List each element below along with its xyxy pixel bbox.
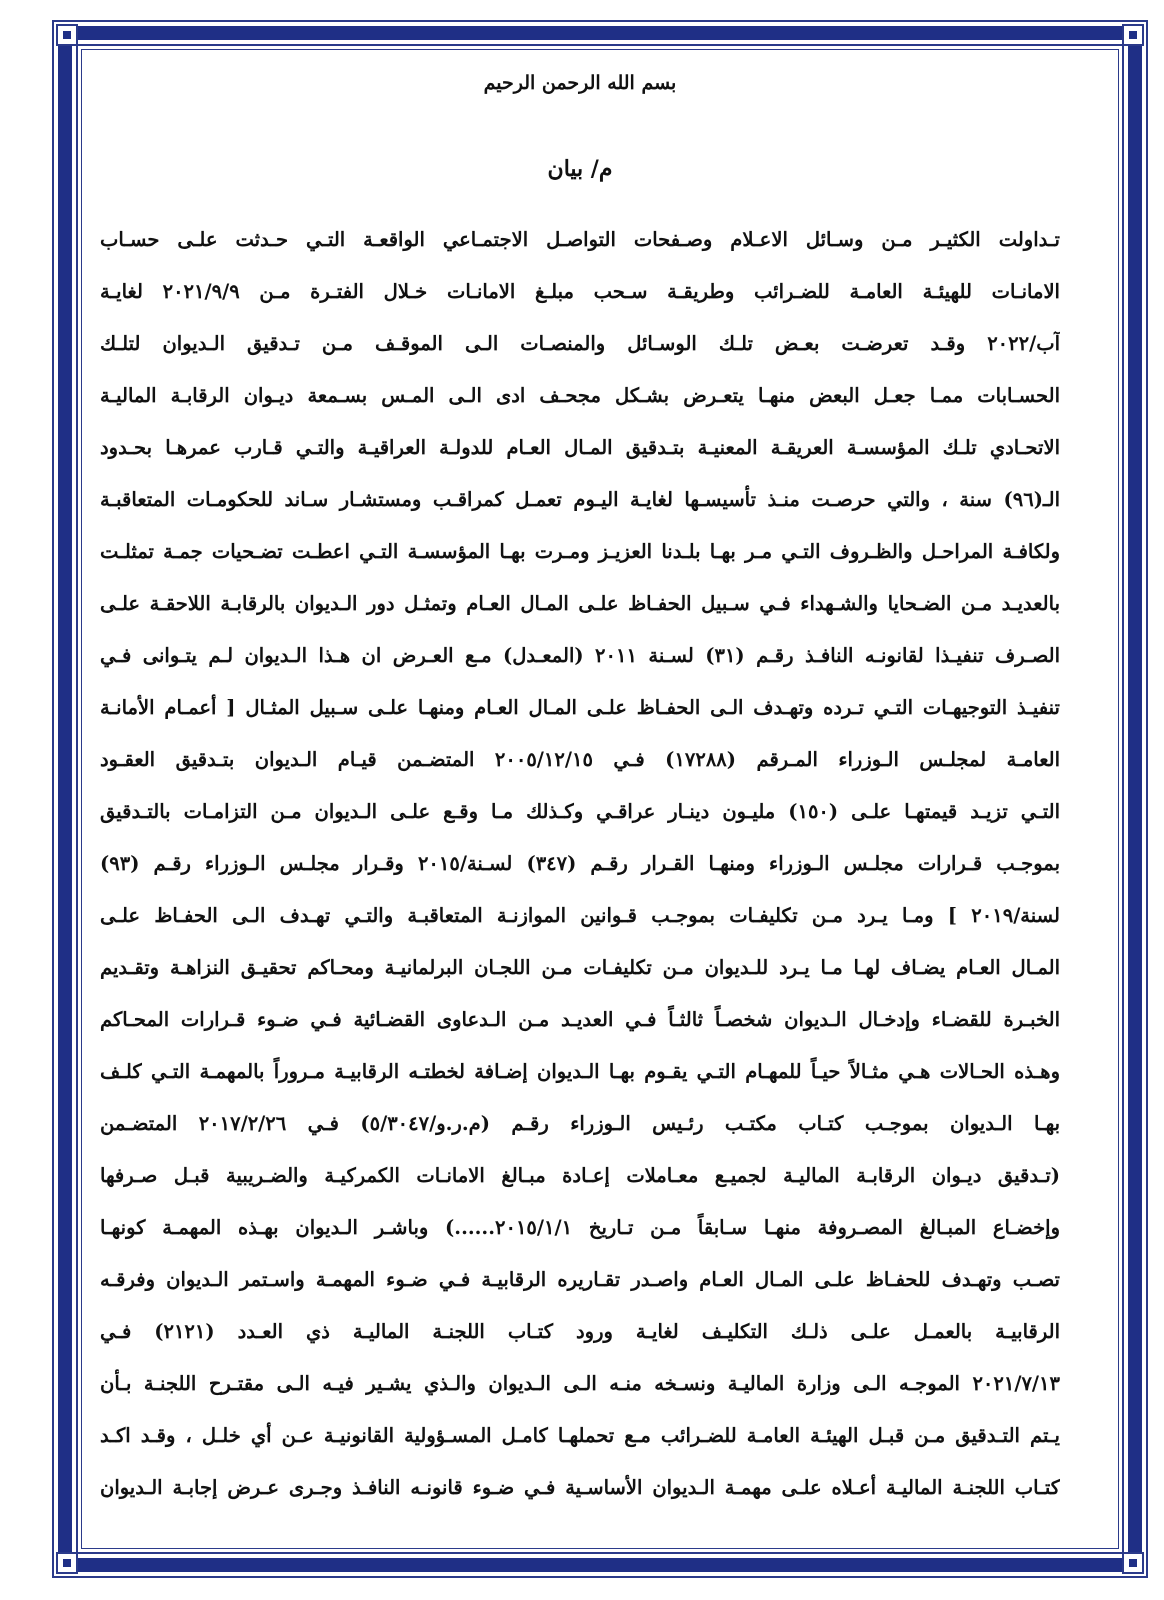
body-line: (تـدقيق ديـوان الرقابـة الماليـة لجميـع معـاملات إعـادة مبـالغ الامانـات الكمركيـة والضـريبية قبـل صـرفها — [100, 1164, 1060, 1187]
body-line: ٢٠٢١/٧/١٣ الموجـه الـى وزارة الماليـة ونسـخه منـه الـى الـديوان والـذي يشـير فيـه الـى مقتـرح اللجنـة بـأن — [100, 1372, 1060, 1395]
body-line: تصـب وتهـدف للحفـاظ علـى المـال العـام واصـدر تقـاريره الرقابيـة فـي ضـوء المهمـة واسـتمر الـديوان وفرقـه — [100, 1268, 1060, 1291]
body-line: تنفيـذ التوجيهـات التـي تـرده وتهـدف الـى الحفـاظ علـى المـال العـام ومنهـا علـى سـبيل المثـال [ أعمـام الأمانـة — [100, 696, 1060, 719]
corner-ornament-bottom-left — [56, 1552, 78, 1574]
corner-ornament-top-left — [56, 24, 78, 46]
body-line: الـ(٩٦) سنة ، والتي حرصـت منـذ تأسيسـها لغايـة اليـوم تعمـل كمراقـب ومستشـار سـاند للحكومـات المتعاقبـة — [100, 488, 1060, 511]
body-line: ولكافـة المراحـل والظـروف التـي مـر بهـا بلـدنا العزيـز ومـرت بهـا المؤسسـة التـي اعطـت تضـحيات جمـة تمثلـت — [100, 540, 1060, 563]
body-line: كتـاب اللجنـة الماليـة أعـلاه علـى مهمـة الـديوان الأساسـية فـي ضـوء قانونـه النافـذ وجـرى عـرض إجابـة الـديوان — [100, 1476, 1060, 1499]
page-title: م/ بيان — [547, 156, 613, 182]
body-line: التـي تزيـد قيمتهـا علـى (١٥٠) مليـون دينـار عراقـي وكـذلك مـا وقـع علـى الـديوان مـن التزامـات بالتـدقيق — [100, 800, 1060, 823]
body-line: بموجـب قـرارات مجلـس الـوزراء ومنهـا القـرار رقـم (٣٤٧) لسـنة/٢٠١٥ وقـرار مجلـس الـوزراء رقـم (٩٣) — [100, 852, 1060, 875]
body-line: العامـة لمجلـس الـوزراء المـرقم (١٧٢٨٨) فـي ٢٠٠٥/١٢/١٥ المتضـمن قيـام الـديوان بتـدقيق العقـود — [100, 748, 1060, 771]
body-line: بهـا الـديوان بموجـب كتـاب مكتـب رئـيس الـوزراء رقـم (م.ر.و/٥/٣٠٤٧) فـي ٢٠١٧/٢/٢٦ المتضـمن — [100, 1112, 1060, 1135]
document-content — [100, 60, 1060, 1514]
body-line: آب/٢٠٢٢ وقـد تعرضـت بعـض تلـك الوسـائل والمنصـات الـى الموقـف مـن تـدقيق الـديوان لتلـك — [100, 332, 1060, 355]
basmala: بسم الله الرحمن الرحيم — [483, 72, 677, 94]
corner-ornament-top-right — [1122, 24, 1144, 46]
body-line: الخبـرة للقضـاء وإدخـال الـديوان شخصـاً ثالثـاً فـي العديـد مـن الـدعاوى القضـائية فـي ضـوء قـرارات المحـاكم — [100, 1008, 1060, 1031]
body-line: الرقابيـة بالعمـل علـى ذلـك التكليـف لغايـة ورود كتـاب اللجنـة الماليـة ذي العـدد (٢١٢١) فـي — [100, 1320, 1060, 1343]
body-line: تـداولت الكثيـر مـن وسـائل الاعـلام وصـفحات التواصـل الاجتمـاعي الواقعـة التـي حـدثت علـى حسـاب — [100, 228, 1060, 251]
body-line: وهـذه الحـالات هـي مثـالاً حيـاً للمهـام التـي يقـوم بهـا الـديوان إضـافة لخطتـه الرقابيـة مـروراً بالمهمـة التـي كلـف — [100, 1060, 1060, 1083]
statement-body — [100, 214, 1060, 1514]
body-line: وإخضـاع المبـالغ المصـروفة منهـا سـابقاً مـن تـاريخ ٢٠١٥/١/١......) وباشـر الـديوان بهـذه المهمـة كونهـا — [100, 1216, 1060, 1239]
body-line: الاتحـادي تلـك المؤسسـة العريقـة المعنيـة بتـدقيق المـال العـام للدولـة العراقيـة والتـي قـارب عمرهـا بحـدود — [100, 436, 1060, 459]
body-line: الصـرف تنفيـذا لقانونـه النافـذ رقـم (٣١) لسـنة ٢٠١١ (المعـدل) مـع العـرض ان هـذا الـديوان لـم يتـوانى فـي — [100, 644, 1060, 667]
body-line: بالعديـد مـن الضـحايا والشـهداء فـي سـبيل الحفـاظ علـى المـال العـام وتمثـل دور الـديوان بالرقابـة اللاحقـة علـى — [100, 592, 1060, 615]
body-line: الحسـابات ممـا جعـل البعض منهـا يتعـرض بشـكل مجحـف ادى الـى المـس بسـمعة ديـوان الرقابـة الماليـة — [100, 384, 1060, 407]
body-line: الامانـات للهيئـة العامـة للضـرائب وطريقـة سـحب مبلـغ الامانـات خـلال الفتـرة مـن ٢٠٢١/٩/٩ لغايـة — [100, 280, 1060, 303]
body-line: المـال العـام يضـاف لهـا مـا يـرد للـديوان مـن تكليفـات مـن اللجـان البرلمانيـة ومحـاكم تحقيـق النزاهـة وتقـديم — [100, 956, 1060, 979]
body-line: يـتم التـدقيق مـن قبـل الهيئـة العامـة للضـرائب مـع تحملهـا كامـل المسـؤولية القانونيـة عـن أي خلـل ، وقـد اكـد — [100, 1424, 1060, 1447]
corner-ornament-bottom-right — [1122, 1552, 1144, 1574]
body-line: لسنة/٢٠١٩ ] ومـا يـرد مـن تكليفـات بموجـب قـوانين الموازنـة المتعاقبـة والتـي تهـدف الـى الحفـاظ علـى — [100, 904, 1060, 927]
